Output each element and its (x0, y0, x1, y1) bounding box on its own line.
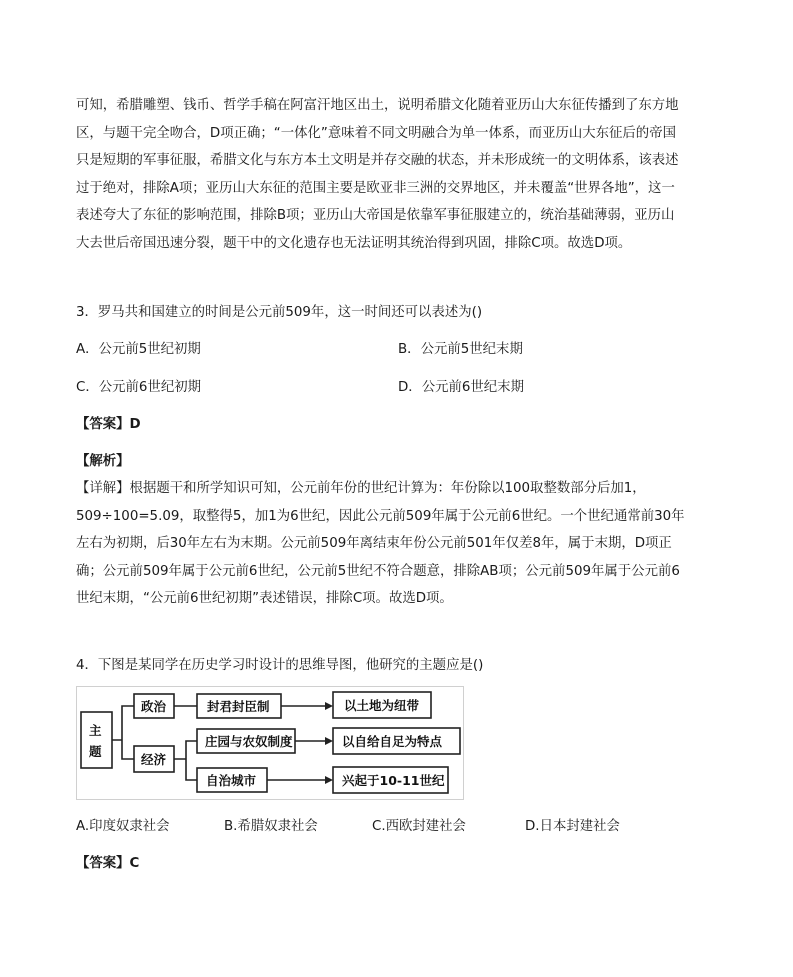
item-label-2: 庄园与农奴制度 (205, 734, 293, 749)
question-3-stem: 3．罗马共和国建立的时间是公元前509年，这一时间还可以表述为() (76, 305, 483, 320)
mind-map-diagram (76, 686, 464, 800)
note-label-1: 以土地为纽带 (344, 698, 420, 713)
branch-economy-label: 经济 (141, 752, 167, 767)
q4-option-c: C.西欧封建社会 (372, 819, 466, 834)
previous-question-explanation: 可知，希腊雕塑、钱币、哲学手稿在阿富汗地区出土，说明希腊文化随着亚历山大东征传播到了东方地区，与题干完全吻合，D项正确；“一体化”意味着不同文明融合为单一体系，而亚历山大东征后的帝国只是短期的军事征服，希腊文化与东方本土文明是并存交融的状态，并未形成统一的文明体系，该表述过于绝对，排除A项；亚历山大东征的范围主要是欧亚非三洲的交界地区，并未覆盖“世界各地”，这一表述夸大了东征的影响范围，排除B项；亚历山大帝国是依靠军事征服建立的，统治基础薄弱，亚历山大去世后帝国迅速分裂，题干中的文化遗存也无法证明其统治得到巩固，排除C项。故选D项。 (76, 98, 679, 251)
q4-option-b: B.希腊奴隶社会 (224, 819, 318, 834)
q3-answer: 【答案】D (76, 417, 141, 432)
root-box (81, 712, 112, 768)
branch-politics-label: 政治 (141, 699, 167, 714)
item-label-3: 自治城市 (206, 773, 257, 788)
note-label-3: 兴起于10-11世纪 (342, 773, 445, 788)
q3-option-c: C．公元前6世纪初期 (76, 380, 201, 395)
q4-option-a: A.印度奴隶社会 (76, 819, 170, 834)
root-label-char-2: 题 (89, 744, 102, 759)
q3-option-b: B．公元前5世纪末期 (398, 342, 523, 357)
q3-option-a: A．公元前5世纪初期 (76, 342, 201, 357)
q3-analysis-label: 【解析】 (76, 454, 130, 469)
root-label-char-1: 主 (89, 723, 102, 738)
q3-detailed-analysis: 【详解】根据题干和所学知识可知，公元前年份的世纪计算为：年份除以100取整数部分后加1，509÷100=5.09，取整得5，加1为6世纪，因此公元前509年属于公元前6世纪。一个世纪通常前30年左右为初期，后30年左右为末期。公元前509年离结束年份公元前501年仅差8年，属于末期，D项正确；公元前509年属于公元前6世纪，公元前5世纪不符合题意，排除AB项；公元前509年属于公元前6世纪末期，“公元前6世纪初期”表述错误，排除C项。故选D项。 (76, 481, 685, 606)
note-label-2: 以自给自足为特点 (342, 734, 443, 749)
item-label-1: 封君封臣制 (207, 699, 270, 714)
question-4-stem: 4．下图是某同学在历史学习时设计的思维导图，他研究的主题应是() (76, 658, 484, 673)
q4-answer: 【答案】C (76, 856, 140, 871)
q3-option-d: D．公元前6世纪末期 (398, 380, 524, 395)
q4-option-d: D.日本封建社会 (525, 819, 620, 834)
